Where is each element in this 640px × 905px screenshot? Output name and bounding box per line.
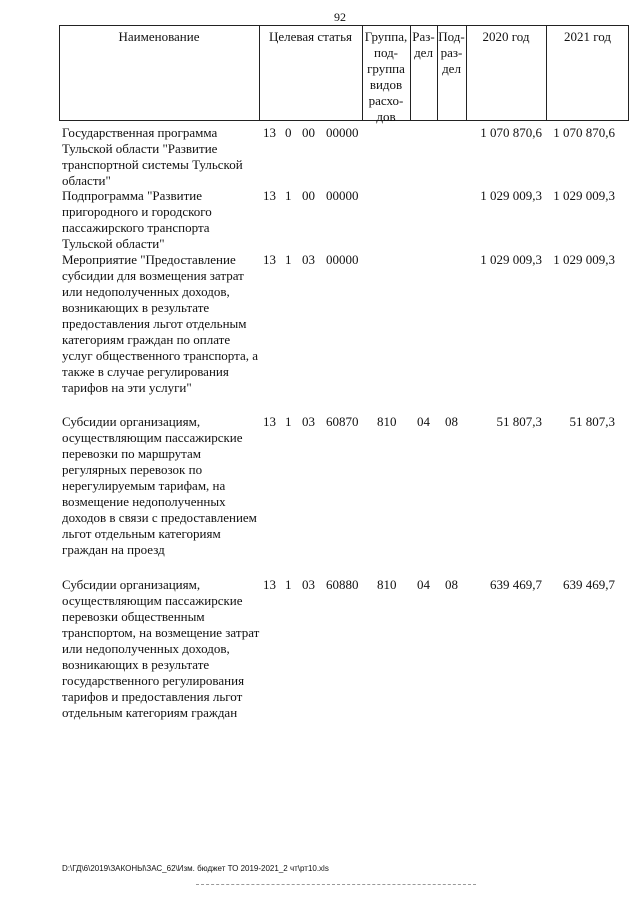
row-2020: 1 070 870,6 — [480, 125, 542, 140]
row-2020: 1 029 009,3 — [480, 188, 542, 203]
header-2020: 2020 год — [482, 29, 530, 44]
row-name: Субсидии организациям, осуществляющим пассажирские перевозки общественным транспортом, на возмещение затрат или недополученных доходов, возникающих в результате государственного регулирования тарифов и предоставления льгот отдельным категориям граждан — [62, 577, 260, 720]
row-2021: 639 469,7 — [563, 577, 615, 592]
row-code-2: 0 — [285, 125, 292, 140]
row-2021: 1 029 009,3 — [553, 188, 615, 203]
row-code-4: 00000 — [326, 252, 359, 267]
row-code-4: 60870 — [326, 414, 359, 429]
row-code-4: 60880 — [326, 577, 359, 592]
header-name: Наименование — [118, 29, 200, 44]
row-code-1: 13 — [263, 577, 276, 592]
row-2021: 51 807,3 — [569, 414, 615, 429]
header-2021: 2021 год — [564, 29, 611, 44]
row-2021: 1 029 009,3 — [553, 252, 615, 267]
row-code-1: 13 — [263, 414, 276, 429]
row-section: 04 — [417, 577, 430, 592]
row-code-1: 13 — [263, 125, 276, 140]
row-code-1: 13 — [263, 188, 276, 203]
row-group: 810 — [377, 577, 397, 592]
row-name: Подпрограмма "Развитие пригородного и городского пассажирского транспорта Тульской области" — [62, 188, 212, 251]
row-code-3: 03 — [302, 252, 315, 267]
row-code-3: 00 — [302, 188, 315, 203]
row-name: Государственная программа Тульской области "Развитие транспортной системы Тульской области" — [62, 125, 243, 188]
header-target: Целевая статья — [268, 29, 352, 44]
row-subsection: 08 — [445, 577, 458, 592]
row-code-3: 00 — [302, 125, 315, 140]
file-path-footer: D:\ГД\6\2019\ЗАКОНЫ\ЗАС_62\Изм. бюджет ТО 2019-2021_2 чт\рт10.xls — [62, 864, 329, 873]
row-code-3: 03 — [302, 414, 315, 429]
row-code-2: 1 — [285, 188, 292, 203]
row-code-1: 13 — [263, 252, 276, 267]
header-subsection: Под- раз- дел — [438, 29, 465, 76]
scan-artifact-divider — [196, 884, 476, 885]
page-number: 92 — [334, 10, 346, 24]
row-name: Мероприятие "Предоставление субсидии для возмещения затрат или недополученных доходов, возникающих в результате предоставления льгот отдельным категориям граждан по оплате услуг общественного транспорта, а также в случае регулирования тарифов на эти услуги" — [62, 252, 259, 395]
header-group: Группа, под- группа видов расхо- дов — [364, 29, 408, 124]
row-section: 04 — [417, 414, 430, 429]
header-section: Раз- дел — [412, 29, 435, 60]
row-2020: 1 029 009,3 — [480, 252, 542, 267]
row-subsection: 08 — [445, 414, 458, 429]
row-2020: 51 807,3 — [496, 414, 542, 429]
row-group: 810 — [377, 414, 397, 429]
row-code-4: 00000 — [326, 125, 359, 140]
row-code-3: 03 — [302, 577, 315, 592]
row-name: Субсидии организациям, осуществляющим пассажирские перевозки по маршрутам регулярных перевозок по нерегулируемым тарифам, на возмещение недополученных доходов в связи с предоставлением льгот отдельным категориям граждан на проезд — [62, 414, 257, 557]
row-2021: 1 070 870,6 — [553, 125, 615, 140]
row-code-4: 00000 — [326, 188, 359, 203]
row-code-2: 1 — [285, 414, 292, 429]
row-2020: 639 469,7 — [490, 577, 542, 592]
row-code-2: 1 — [285, 252, 292, 267]
row-code-2: 1 — [285, 577, 292, 592]
